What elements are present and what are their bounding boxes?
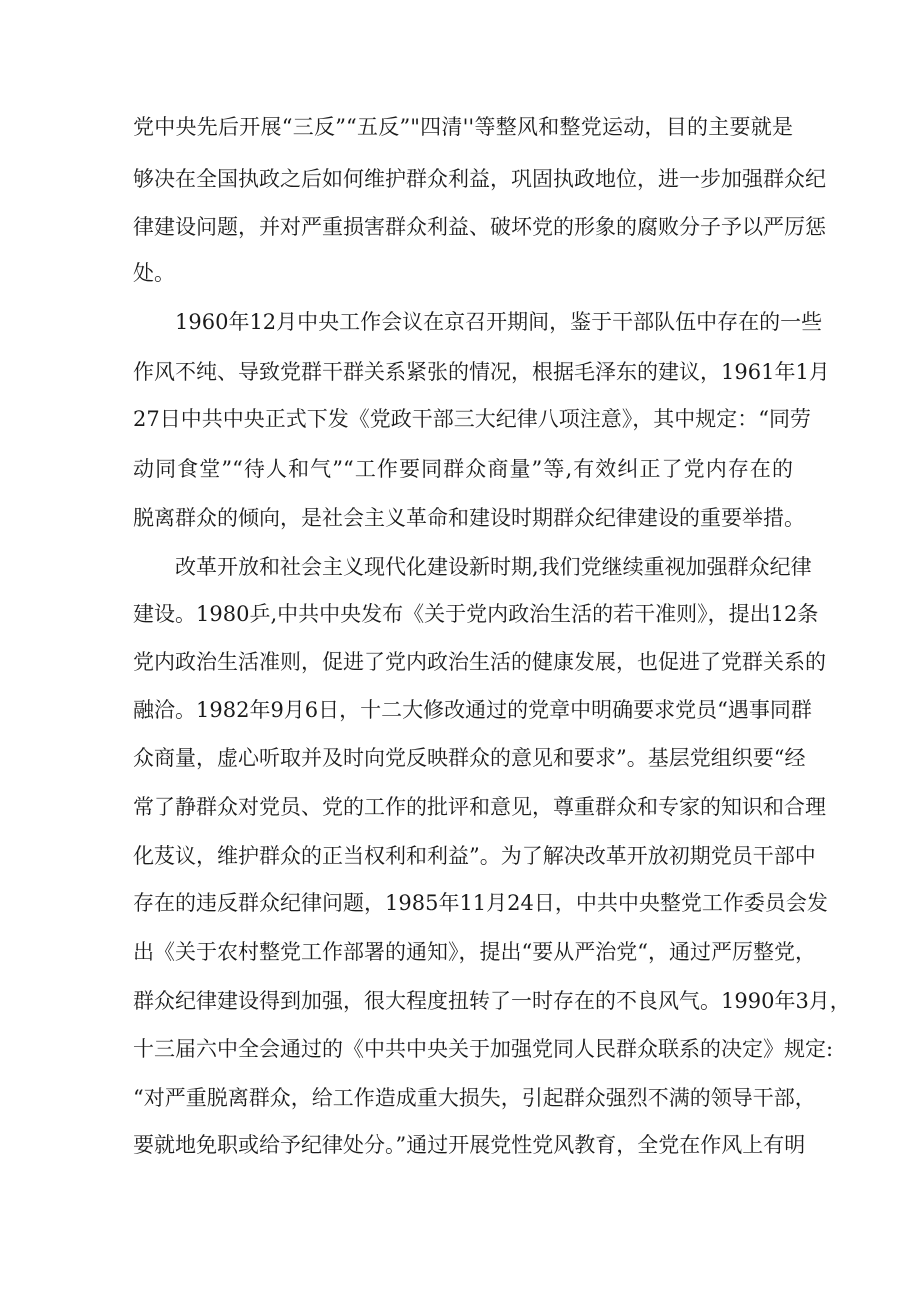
text-line: 群众纪律建设得到加强，很大程度扭转了一时存在的不良风气。1990年3月， xyxy=(133,989,851,1013)
text-line: 十三届六中全会通过的《中共中央关于加强党同人民群众联系的决定》规定: xyxy=(133,1037,834,1061)
text-line: 作风不纯、导致党群干群关系紧张的情况，根据毛泽东的建议，1961年1月 xyxy=(133,360,830,384)
text-line: 动同食堂”“待人和气”“工作要同群众商量”等,有效纠正了党内存在的 xyxy=(133,457,793,481)
text-line: 党中央先后开展“三反”“五反”"四清''等整风和整党运动，目的主要就是 xyxy=(133,115,793,139)
text-line: 1960年12月中央工作会议在京召开期间，鉴于干部队伍中存在的一些 xyxy=(175,310,823,334)
text-line: 融洽。1982年9月6日，十二大修改通过的党章中明确要求党员“遇事同群 xyxy=(133,698,812,722)
text-line: 存在的违反群众纪律问题，1985年11月24日，中共中央整党工作委员会发 xyxy=(133,891,828,915)
text-line: 脱离群众的倾向，是社会主义革命和建设时期群众纪律建设的重要举措。 xyxy=(133,506,805,530)
text-line: 建设。1980乒,中共中央发布《关于党内政治生活的若干准则》，提出12条 xyxy=(133,602,819,626)
text-line: 改革开放和社会主义现代化建设新时期,我们党继续重视加强群众纪律 xyxy=(175,555,812,579)
text-line: “对严重脱离群众，给工作造成重大损失，引起群众强烈不满的领导干部， xyxy=(133,1086,816,1110)
text-line: 27日中共中央正式下发《党政干部三大纪律八项注意》，其中规定：“同劳 xyxy=(133,407,811,431)
text-line: 处。 xyxy=(133,261,175,285)
text-line: 党内政治生活准则，促进了党内政治生活的健康发展，也促进了党群关系的 xyxy=(133,650,826,674)
text-line: 出《关于农村整党工作部署的通知》，提出“要从严治党“，通过严厉整党， xyxy=(133,940,816,964)
text-line: 律建设问题，并对严重损害群众利益、破坏党的形象的腐败分子予以严厉惩 xyxy=(133,215,826,239)
text-line: 要就地免职或给予纪律处分。”通过开展党性党风教育，全党在作风上有明 xyxy=(133,1133,806,1157)
text-line: 够决在全国执政之后如何维护群众利益，巩固执政地位，进一步加强群众纪 xyxy=(133,167,826,191)
text-line: 化芨议，维护群众的正当权利和利益”。为了解决改革开放初期党员干部中 xyxy=(133,844,816,868)
text-line: 众商量，虚心听取并及时向党反映群众的意见和要求”。基层党组织要“经 xyxy=(133,746,806,770)
text-line: 常了静群众对党员、党的工作的批评和意见，尊重群众和专家的知识和合理 xyxy=(133,795,826,819)
